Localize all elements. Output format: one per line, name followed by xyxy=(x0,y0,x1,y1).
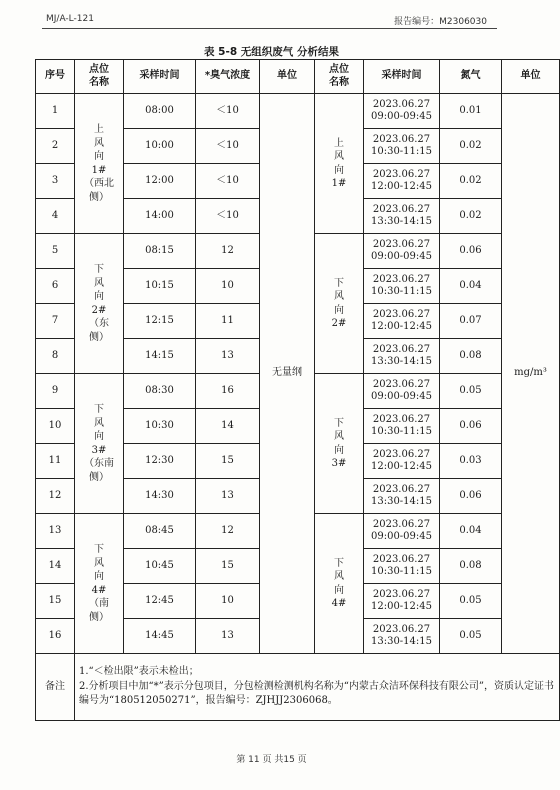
column-header: 点位 名称 xyxy=(315,60,364,94)
row-number: 1 xyxy=(36,94,75,129)
analysis-value: 0.04 xyxy=(440,514,502,549)
sampling-point-right: 下 风 向 3# xyxy=(315,374,364,514)
analysis-value: 0.03 xyxy=(440,444,502,479)
row-number: 6 xyxy=(36,269,75,304)
row-number: 8 xyxy=(36,339,75,374)
analysis-value: 0.06 xyxy=(440,479,502,514)
odor-concentration: 13 xyxy=(196,619,260,654)
unit-left: 无量纲 xyxy=(260,94,315,654)
column-header: *臭气浓度 xyxy=(196,60,260,94)
sampling-datetime: 2023.06.27 13:30-14:15 xyxy=(364,619,440,654)
column-header: 序号 xyxy=(36,60,75,94)
sampling-datetime: 2023.06.27 10:30-11:15 xyxy=(364,129,440,164)
sampling-time: 08:30 xyxy=(124,374,196,409)
column-header: 采样时间 xyxy=(124,60,196,94)
sampling-time: 10:30 xyxy=(124,409,196,444)
column-header: 氮气 xyxy=(440,60,502,94)
sampling-time: 12:00 xyxy=(124,164,196,199)
page-footer: 第 11 页 共15 页 xyxy=(236,755,307,765)
document-code: MJ/A-L-121 xyxy=(46,14,94,24)
odor-concentration: 15 xyxy=(196,549,260,584)
analysis-value: 0.05 xyxy=(440,584,502,619)
analysis-value: 0.01 xyxy=(440,94,502,129)
header-row xyxy=(36,60,560,94)
table-row xyxy=(36,94,560,129)
analysis-value: 0.02 xyxy=(440,164,502,199)
sampling-point-left: 上 风 向 1# （西北 侧） xyxy=(75,94,124,234)
sampling-time: 12:30 xyxy=(124,444,196,479)
odor-concentration: 12 xyxy=(196,514,260,549)
analysis-value: 0.08 xyxy=(440,339,502,374)
analysis-value: 0.02 xyxy=(440,199,502,234)
sampling-datetime: 2023.06.27 12:00-12:45 xyxy=(364,164,440,199)
sampling-time: 12:45 xyxy=(124,584,196,619)
header-divider xyxy=(42,28,497,29)
row-number: 10 xyxy=(36,409,75,444)
sampling-datetime: 2023.06.27 10:30-11:15 xyxy=(364,409,440,444)
remark-line: 1.“＜检出限”表示未检出； xyxy=(79,666,199,678)
row-number: 7 xyxy=(36,304,75,339)
analysis-value: 0.08 xyxy=(440,549,502,584)
column-header: 单位 xyxy=(260,60,315,94)
odor-concentration: 12 xyxy=(196,234,260,269)
sampling-time: 14:30 xyxy=(124,479,196,514)
row-number: 14 xyxy=(36,549,75,584)
row-number: 3 xyxy=(36,164,75,199)
odor-concentration: 10 xyxy=(196,584,260,619)
sampling-time: 08:45 xyxy=(124,514,196,549)
analysis-value: 0.02 xyxy=(440,129,502,164)
analysis-value: 0.06 xyxy=(440,409,502,444)
odor-concentration: 16 xyxy=(196,374,260,409)
sampling-datetime: 2023.06.27 10:30-11:15 xyxy=(364,269,440,304)
row-number: 13 xyxy=(36,514,75,549)
row-number: 12 xyxy=(36,479,75,514)
odor-concentration: 11 xyxy=(196,304,260,339)
odor-concentration: 13 xyxy=(196,339,260,374)
sampling-time: 14:45 xyxy=(124,619,196,654)
sampling-time: 14:00 xyxy=(124,199,196,234)
sampling-datetime: 2023.06.27 12:00-12:45 xyxy=(364,304,440,339)
analysis-value: 0.04 xyxy=(440,269,502,304)
analysis-value: 0.06 xyxy=(440,234,502,269)
sampling-point-left: 下 风 向 3# （东南 侧） xyxy=(75,374,124,514)
sampling-point-left: 下 风 向 4# （南 侧） xyxy=(75,514,124,654)
sampling-datetime: 2023.06.27 12:00-12:45 xyxy=(364,584,440,619)
sampling-point-left: 下 风 向 2# （东 侧） xyxy=(75,234,124,374)
remarks-row xyxy=(36,654,560,721)
row-number: 16 xyxy=(36,619,75,654)
remarks-label: 备注 xyxy=(36,654,75,721)
odor-concentration: ＜10 xyxy=(196,164,260,199)
report-number: 报告编号：M2306030 xyxy=(394,17,487,27)
odor-concentration: ＜10 xyxy=(196,199,260,234)
sampling-datetime: 2023.06.27 09:00-09:45 xyxy=(364,234,440,269)
column-header: 采样时间 xyxy=(364,60,440,94)
sampling-point-right: 上 风 向 1# xyxy=(315,94,364,234)
row-number: 5 xyxy=(36,234,75,269)
odor-concentration: 15 xyxy=(196,444,260,479)
row-number: 15 xyxy=(36,584,75,619)
sampling-time: 14:15 xyxy=(124,339,196,374)
sampling-datetime: 2023.06.27 13:30-14:15 xyxy=(364,199,440,234)
analysis-value: 0.05 xyxy=(440,374,502,409)
sampling-datetime: 2023.06.27 09:00-09:45 xyxy=(364,514,440,549)
row-number: 4 xyxy=(36,199,75,234)
sampling-time: 10:15 xyxy=(124,269,196,304)
row-number: 2 xyxy=(36,129,75,164)
odor-concentration: ＜10 xyxy=(196,129,260,164)
sampling-datetime: 2023.06.27 12:00-12:45 xyxy=(364,444,440,479)
remarks-content xyxy=(75,654,560,721)
sampling-datetime: 2023.06.27 13:30-14:15 xyxy=(364,479,440,514)
odor-concentration: 14 xyxy=(196,409,260,444)
sampling-datetime: 2023.06.27 13:30-14:15 xyxy=(364,339,440,374)
analysis-value: 0.07 xyxy=(440,304,502,339)
sampling-point-right: 下 风 向 2# xyxy=(315,234,364,374)
sampling-time: 08:15 xyxy=(124,234,196,269)
sampling-datetime: 2023.06.27 10:30-11:15 xyxy=(364,549,440,584)
sampling-time: 10:00 xyxy=(124,129,196,164)
row-number: 9 xyxy=(36,374,75,409)
table-title: 表 5-8 无组织废气 分析结果 xyxy=(204,46,339,58)
odor-concentration: 10 xyxy=(196,269,260,304)
sampling-datetime: 2023.06.27 09:00-09:45 xyxy=(364,94,440,129)
odor-concentration: 13 xyxy=(196,479,260,514)
results-table xyxy=(35,59,560,721)
sampling-datetime: 2023.06.27 09:00-09:45 xyxy=(364,374,440,409)
analysis-value: 0.05 xyxy=(440,619,502,654)
column-header: 单位 xyxy=(502,60,560,94)
column-header: 点位 名称 xyxy=(75,60,124,94)
remark-line: 2.分析项目中加“*”表示分包项目，分包检测检测机构名称为“内蒙古众洁环保科技有限公司”，资质认定证书编号为“180512050271”，报告编号：ZJHJJ2306068。 xyxy=(79,680,554,707)
unit-right: mg/m³ xyxy=(502,94,560,654)
row-number: 11 xyxy=(36,444,75,479)
sampling-time: 08:00 xyxy=(124,94,196,129)
odor-concentration: ＜10 xyxy=(196,94,260,129)
sampling-point-right: 下 风 向 4# xyxy=(315,514,364,654)
sampling-time: 12:15 xyxy=(124,304,196,339)
sampling-time: 10:45 xyxy=(124,549,196,584)
